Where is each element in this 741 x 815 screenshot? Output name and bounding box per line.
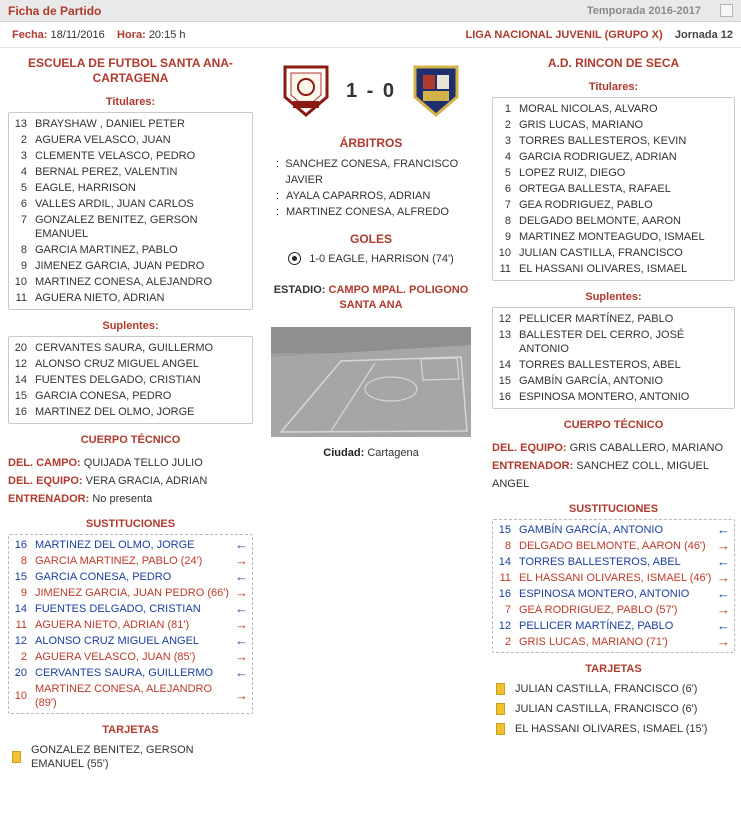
player-name: GRIS LUCAS, MARIANO [519, 119, 644, 131]
arrow-out-icon: → [717, 634, 730, 649]
player-number: 15 [498, 375, 511, 387]
player-name: BALLESTER DEL CERRO, JOSÉ ANTONIO [519, 329, 685, 355]
date-label: Fecha: [12, 29, 48, 41]
goals-heading: GOLES [349, 232, 392, 246]
ball-icon [288, 252, 301, 265]
staff-name: VERA GRACIA, ADRIAN [85, 475, 208, 487]
player-name: JIMENEZ GARCIA, JUAN PEDRO (66') [35, 587, 230, 599]
player-number: 1 [504, 103, 511, 115]
player-number: 10 [14, 690, 27, 702]
player-name: BERNAL PEREZ, VALENTIN [35, 166, 178, 178]
player-number: 7 [504, 604, 511, 616]
home-team-column [8, 48, 253, 774]
player-number: 8 [504, 540, 511, 552]
stadium-value: CAMPO MPAL. POLIGONO SANTA ANA [328, 284, 469, 311]
list-item [9, 601, 252, 617]
player-number: 14 [498, 359, 511, 371]
city-value: Cartagena [367, 447, 419, 459]
player-number: 8 [20, 244, 27, 256]
list-item [493, 570, 734, 586]
player-number: 9 [20, 587, 27, 599]
list-item [9, 665, 252, 681]
player-number: 13 [498, 329, 511, 341]
list-item [9, 569, 252, 585]
player-number: 12 [498, 313, 511, 325]
referees-heading: ÁRBITROS [339, 136, 403, 150]
player-name: GEA RODRIGUEZ, PABLO (57') [519, 604, 678, 616]
list-item [9, 340, 252, 356]
player-name: ALONSO CRUZ MIGUEL ANGEL [35, 358, 200, 370]
list-item [492, 679, 735, 699]
list-item [493, 213, 734, 229]
score-value: 1 - 0 [345, 79, 397, 102]
list-item [9, 649, 252, 665]
list-item [9, 585, 252, 601]
list-item [260, 156, 482, 188]
city-label: Ciudad: [323, 447, 365, 459]
staff-role: ENTRENADOR: [8, 493, 90, 505]
list-item [9, 372, 252, 388]
player-number: 2 [504, 636, 511, 648]
player-number: 15 [14, 390, 27, 402]
bullet-icon: : [276, 206, 280, 218]
player-name: MARTINEZ CONESA, ALEJANDRO [35, 276, 213, 288]
home-cards-heading: TARJETAS [102, 724, 159, 736]
list-item [493, 357, 734, 373]
arrow-out-icon: → [717, 570, 730, 585]
player-name: LOPEZ RUIZ, DIEGO [519, 167, 626, 179]
away-starters-heading: Titulares: [588, 81, 639, 93]
away-substitutions-heading: SUSTITUCIONES [568, 503, 659, 515]
home-team-name: ESCUELA DE FUTBOL SANTA ANA-CARTAGENA [28, 56, 233, 85]
list-item [493, 101, 734, 117]
city-info [260, 447, 482, 459]
list-item [493, 586, 734, 602]
title-bar [0, 0, 741, 22]
match-meta-bar [0, 22, 741, 48]
list-item [493, 117, 734, 133]
arrow-out-icon: → [235, 649, 248, 664]
away-staff-heading: CUERPO TÉCNICO [563, 419, 664, 431]
competition-info [465, 29, 733, 41]
list-item [9, 212, 252, 242]
player-name: ESPINOSA MONTERO, ANTONIO [519, 391, 690, 403]
staff-row [8, 472, 253, 490]
player-name: AGUERA VELASCO, JUAN [35, 134, 171, 146]
bullet-icon: : [276, 158, 280, 170]
player-number: 10 [14, 276, 27, 288]
yellow-card-icon [496, 683, 505, 695]
player-name: JULIAN CASTILLA, FRANCISCO (6') [515, 703, 698, 715]
arrow-in-icon: ← [717, 586, 730, 601]
list-item [260, 252, 482, 265]
list-item [9, 537, 252, 553]
player-number: 10 [498, 247, 511, 259]
away-subs-heading: Suplentes: [585, 291, 642, 303]
player-name: MARTINEZ DEL OLMO, JORGE [35, 406, 195, 418]
arrow-out-icon: → [717, 538, 730, 553]
away-starters-list [492, 97, 735, 281]
yellow-card-icon [496, 703, 505, 715]
list-item [9, 180, 252, 196]
player-name: JIMENEZ GARCIA, JUAN PEDRO [35, 260, 205, 272]
arrow-out-icon: → [235, 617, 248, 632]
player-number: 7 [20, 214, 27, 226]
list-item [493, 373, 734, 389]
player-name: GEA RODRIGUEZ, PABLO [519, 199, 653, 211]
player-name: TORRES BALLESTEROS, ABEL [519, 359, 681, 371]
player-name: MARTINEZ DEL OLMO, JORGE [35, 539, 195, 551]
away-substitutions-list [492, 519, 735, 653]
player-name: DELGADO BELMONTE, AARON (46') [519, 540, 706, 552]
player-name: EAGLE, HARRISON [35, 182, 136, 194]
home-staff-heading: CUERPO TÉCNICO [80, 434, 181, 446]
staff-role: DEL. EQUIPO: [492, 442, 567, 454]
player-name: MARTINEZ CONESA, ALEJANDRO (89') [35, 683, 213, 709]
list-item [493, 197, 734, 213]
player-number: 4 [20, 166, 27, 178]
player-name: MARTINEZ MONTEAGUDO, ISMAEL [519, 231, 705, 243]
referee-name: SANCHEZ CONESA, FRANCISCO JAVIER [285, 158, 459, 186]
list-item [493, 389, 734, 405]
list-item [9, 274, 252, 290]
player-name: ALONSO CRUZ MIGUEL ANGEL [35, 635, 200, 647]
player-number: 11 [499, 572, 511, 584]
player-name: VALLES ARDIL, JUAN CARLOS [35, 198, 194, 210]
player-number: 16 [498, 588, 511, 600]
list-item [9, 681, 252, 711]
matchday-label: Jornada 12 [674, 29, 733, 41]
list-item [493, 261, 734, 277]
player-name: ESPINOSA MONTERO, ANTONIO [519, 588, 690, 600]
list-item [493, 602, 734, 618]
player-name: TORRES BALLESTEROS, KEVIN [519, 135, 687, 147]
list-item [260, 188, 482, 204]
list-item [9, 404, 252, 420]
list-item [493, 165, 734, 181]
player-name: AGUERA VELASCO, JUAN (85') [35, 651, 196, 663]
player-name: GAMBÍN GARCÍA, ANTONIO [519, 375, 664, 387]
player-name: GAMBÍN GARCÍA, ANTONIO [519, 524, 664, 536]
home-subs-heading: Suplentes: [102, 320, 159, 332]
arrow-in-icon: ← [717, 554, 730, 569]
player-name: EL HASSANI OLIVARES, ISMAEL (46') [519, 572, 712, 584]
player-name: GARCIA CONESA, PEDRO [35, 571, 172, 583]
referee-name: AYALA CAPARROS, ADRIAN [286, 190, 431, 202]
season-label: Temporada 2016-2017 [586, 5, 701, 17]
list-item [9, 116, 252, 132]
player-number: 3 [20, 150, 27, 162]
list-item [9, 633, 252, 649]
arrow-in-icon: ← [717, 618, 730, 633]
player-number: 15 [498, 524, 511, 536]
arrow-in-icon: ← [235, 569, 248, 584]
staff-row [8, 454, 253, 472]
player-number: 8 [20, 555, 27, 567]
list-item [493, 554, 734, 570]
match-center-column [260, 48, 482, 459]
player-number: 8 [504, 215, 511, 227]
bullet-icon: : [276, 190, 280, 202]
arrow-in-icon: ← [235, 601, 248, 616]
home-crest-icon [280, 62, 332, 120]
player-number: 14 [14, 603, 27, 615]
staff-name: GRIS CABALLERO, MARIANO [569, 442, 724, 454]
player-number: 6 [504, 183, 511, 195]
staff-row [492, 439, 735, 457]
player-name: GONZALEZ BENITEZ, GERSON EMANUEL (55') [31, 744, 194, 770]
player-number: 20 [14, 667, 27, 679]
player-number: 6 [20, 198, 27, 210]
list-item [9, 553, 252, 569]
list-item [260, 204, 482, 220]
player-number: 13 [14, 118, 27, 130]
player-name: BRAYSHAW , DANIEL PETER [35, 118, 185, 130]
player-number: 12 [498, 620, 511, 632]
date-value: 18/11/2016 [50, 29, 105, 41]
list-item [493, 522, 734, 538]
away-cards-heading: TARJETAS [585, 663, 642, 675]
home-staff-list [8, 454, 253, 508]
player-name: GARCIA CONESA, PEDRO [35, 390, 172, 402]
player-name: GRIS LUCAS, MARIANO (71') [519, 636, 668, 648]
staff-row [492, 457, 735, 493]
list-item [9, 196, 252, 212]
player-name: EL HASSANI OLIVARES, ISMAEL (15') [515, 723, 708, 735]
player-number: 14 [14, 374, 27, 386]
competition-name: LIGA NACIONAL JUVENIL (GRUPO X) [465, 29, 663, 41]
list-item [493, 618, 734, 634]
away-cards-list [492, 679, 735, 739]
player-number: 16 [14, 406, 27, 418]
player-number: 2 [20, 651, 27, 663]
home-starters-list [8, 112, 253, 310]
list-item [9, 290, 252, 306]
player-number: 20 [14, 342, 27, 354]
list-item [493, 327, 734, 357]
player-name: PELLICER MARTÍNEZ, PABLO [519, 313, 674, 325]
player-number: 2 [504, 119, 511, 131]
away-crest-icon [410, 62, 462, 120]
player-number: 11 [15, 292, 27, 304]
player-number: 3 [504, 135, 511, 147]
player-number: 16 [14, 539, 27, 551]
list-item [493, 634, 734, 650]
list-item [9, 617, 252, 633]
list-item [493, 133, 734, 149]
player-number: 12 [14, 635, 27, 647]
away-crest-svg [411, 63, 461, 119]
arrow-out-icon: → [235, 553, 248, 568]
time-label: Hora: [117, 29, 146, 41]
referees-list [260, 156, 482, 220]
list-item [9, 148, 252, 164]
away-substitutes-list [492, 307, 735, 409]
page-title: Ficha de Partido [8, 4, 102, 18]
yellow-card-icon [496, 723, 505, 735]
staff-row [8, 490, 253, 508]
arrow-in-icon: ← [235, 665, 248, 680]
player-name: FUENTES DELGADO, CRISTIAN [35, 374, 201, 386]
player-number: 9 [20, 260, 27, 272]
home-substitutions-list [8, 534, 253, 714]
list-item [8, 740, 253, 774]
pitch-photo [271, 327, 471, 437]
time-value: 20:15 h [148, 29, 186, 41]
player-number: 9 [504, 231, 511, 243]
player-number: 11 [499, 263, 511, 275]
away-staff-list [492, 439, 735, 493]
arrow-out-icon: → [235, 585, 248, 600]
player-number: 14 [498, 556, 511, 568]
yellow-card-icon [12, 751, 21, 763]
player-name: TORRES BALLESTEROS, ABEL [519, 556, 681, 568]
player-number: 2 [20, 134, 27, 146]
list-item [9, 164, 252, 180]
list-item [9, 356, 252, 372]
staff-role: DEL. CAMPO: [8, 457, 81, 469]
referee-name: MARTINEZ CONESA, ALFREDO [286, 206, 449, 218]
arrow-in-icon: ← [717, 522, 730, 537]
staff-role: DEL. EQUIPO: [8, 475, 83, 487]
staff-role: ENTRENADOR: [492, 460, 574, 472]
stadium-info [260, 283, 482, 313]
staff-name: No presenta [92, 493, 153, 505]
player-number: 11 [15, 619, 27, 631]
goal-detail: 1-0 EAGLE, HARRISON (74') [309, 252, 454, 265]
player-name: JULIAN CASTILLA, FRANCISCO (6') [515, 683, 698, 695]
arrow-out-icon: → [717, 602, 730, 617]
player-name: GARCIA MARTINEZ, PABLO [35, 244, 178, 256]
player-name: ORTEGA BALLESTA, RAFAEL [519, 183, 671, 195]
list-item [9, 242, 252, 258]
player-name: GARCIA MARTINEZ, PABLO (24') [35, 555, 203, 567]
arrow-in-icon: ← [235, 633, 248, 648]
scoreboard [260, 58, 482, 124]
home-substitutions-heading: SUSTITUCIONES [85, 518, 176, 530]
staff-name: SANCHEZ COLL, MIGUEL ANGEL [492, 460, 709, 490]
player-name: GARCIA RODRIGUEZ, ADRIAN [519, 151, 677, 163]
player-name: EL HASSANI OLIVARES, ISMAEL [519, 263, 688, 275]
home-crest-svg [281, 63, 331, 119]
list-item [9, 258, 252, 274]
list-item [493, 538, 734, 554]
away-team-column [492, 48, 735, 739]
logo-placeholder [720, 4, 733, 17]
player-number: 15 [14, 571, 27, 583]
player-number: 16 [498, 391, 511, 403]
pitch-photo-svg [271, 327, 471, 437]
home-cards-list [8, 740, 253, 774]
player-name: AGUERA NIETO, ADRIAN (81') [35, 619, 190, 631]
arrow-out-icon: → [235, 688, 248, 703]
list-item [9, 388, 252, 404]
list-item [493, 311, 734, 327]
player-number: 7 [504, 199, 511, 211]
player-name: GONZALEZ BENITEZ, GERSON EMANUEL [35, 214, 198, 240]
player-name: DELGADO BELMONTE, AARON [519, 215, 681, 227]
player-name: JULIAN CASTILLA, FRANCISCO [519, 247, 683, 259]
player-name: CLEMENTE VELASCO, PEDRO [35, 150, 196, 162]
player-number: 12 [14, 358, 27, 370]
player-number: 4 [504, 151, 511, 163]
away-team-name: A.D. RINCON DE SECA [547, 56, 680, 70]
match-date-time [12, 29, 186, 41]
list-item [493, 149, 734, 165]
stadium-label: ESTADIO: [273, 284, 326, 296]
player-number: 5 [504, 167, 511, 179]
list-item [493, 181, 734, 197]
player-number: 5 [20, 182, 27, 194]
player-name: AGUERA NIETO, ADRIAN [35, 292, 165, 304]
player-name: CERVANTES SAURA, GUILLERMO [35, 667, 214, 679]
player-name: CERVANTES SAURA, GUILLERMO [35, 342, 214, 354]
player-name: PELLICER MARTÍNEZ, PABLO [519, 620, 674, 632]
player-name: FUENTES DELGADO, CRISTIAN [35, 603, 201, 615]
list-item [9, 132, 252, 148]
home-starters-heading: Titulares: [105, 96, 156, 108]
home-substitutes-list [8, 336, 253, 424]
list-item [493, 245, 734, 261]
list-item [492, 719, 735, 739]
staff-name: QUIJADA TELLO JULIO [83, 457, 203, 469]
list-item [492, 699, 735, 719]
arrow-in-icon: ← [235, 537, 248, 552]
list-item [493, 229, 734, 245]
player-name: MORAL NICOLAS, ALVARO [519, 103, 658, 115]
